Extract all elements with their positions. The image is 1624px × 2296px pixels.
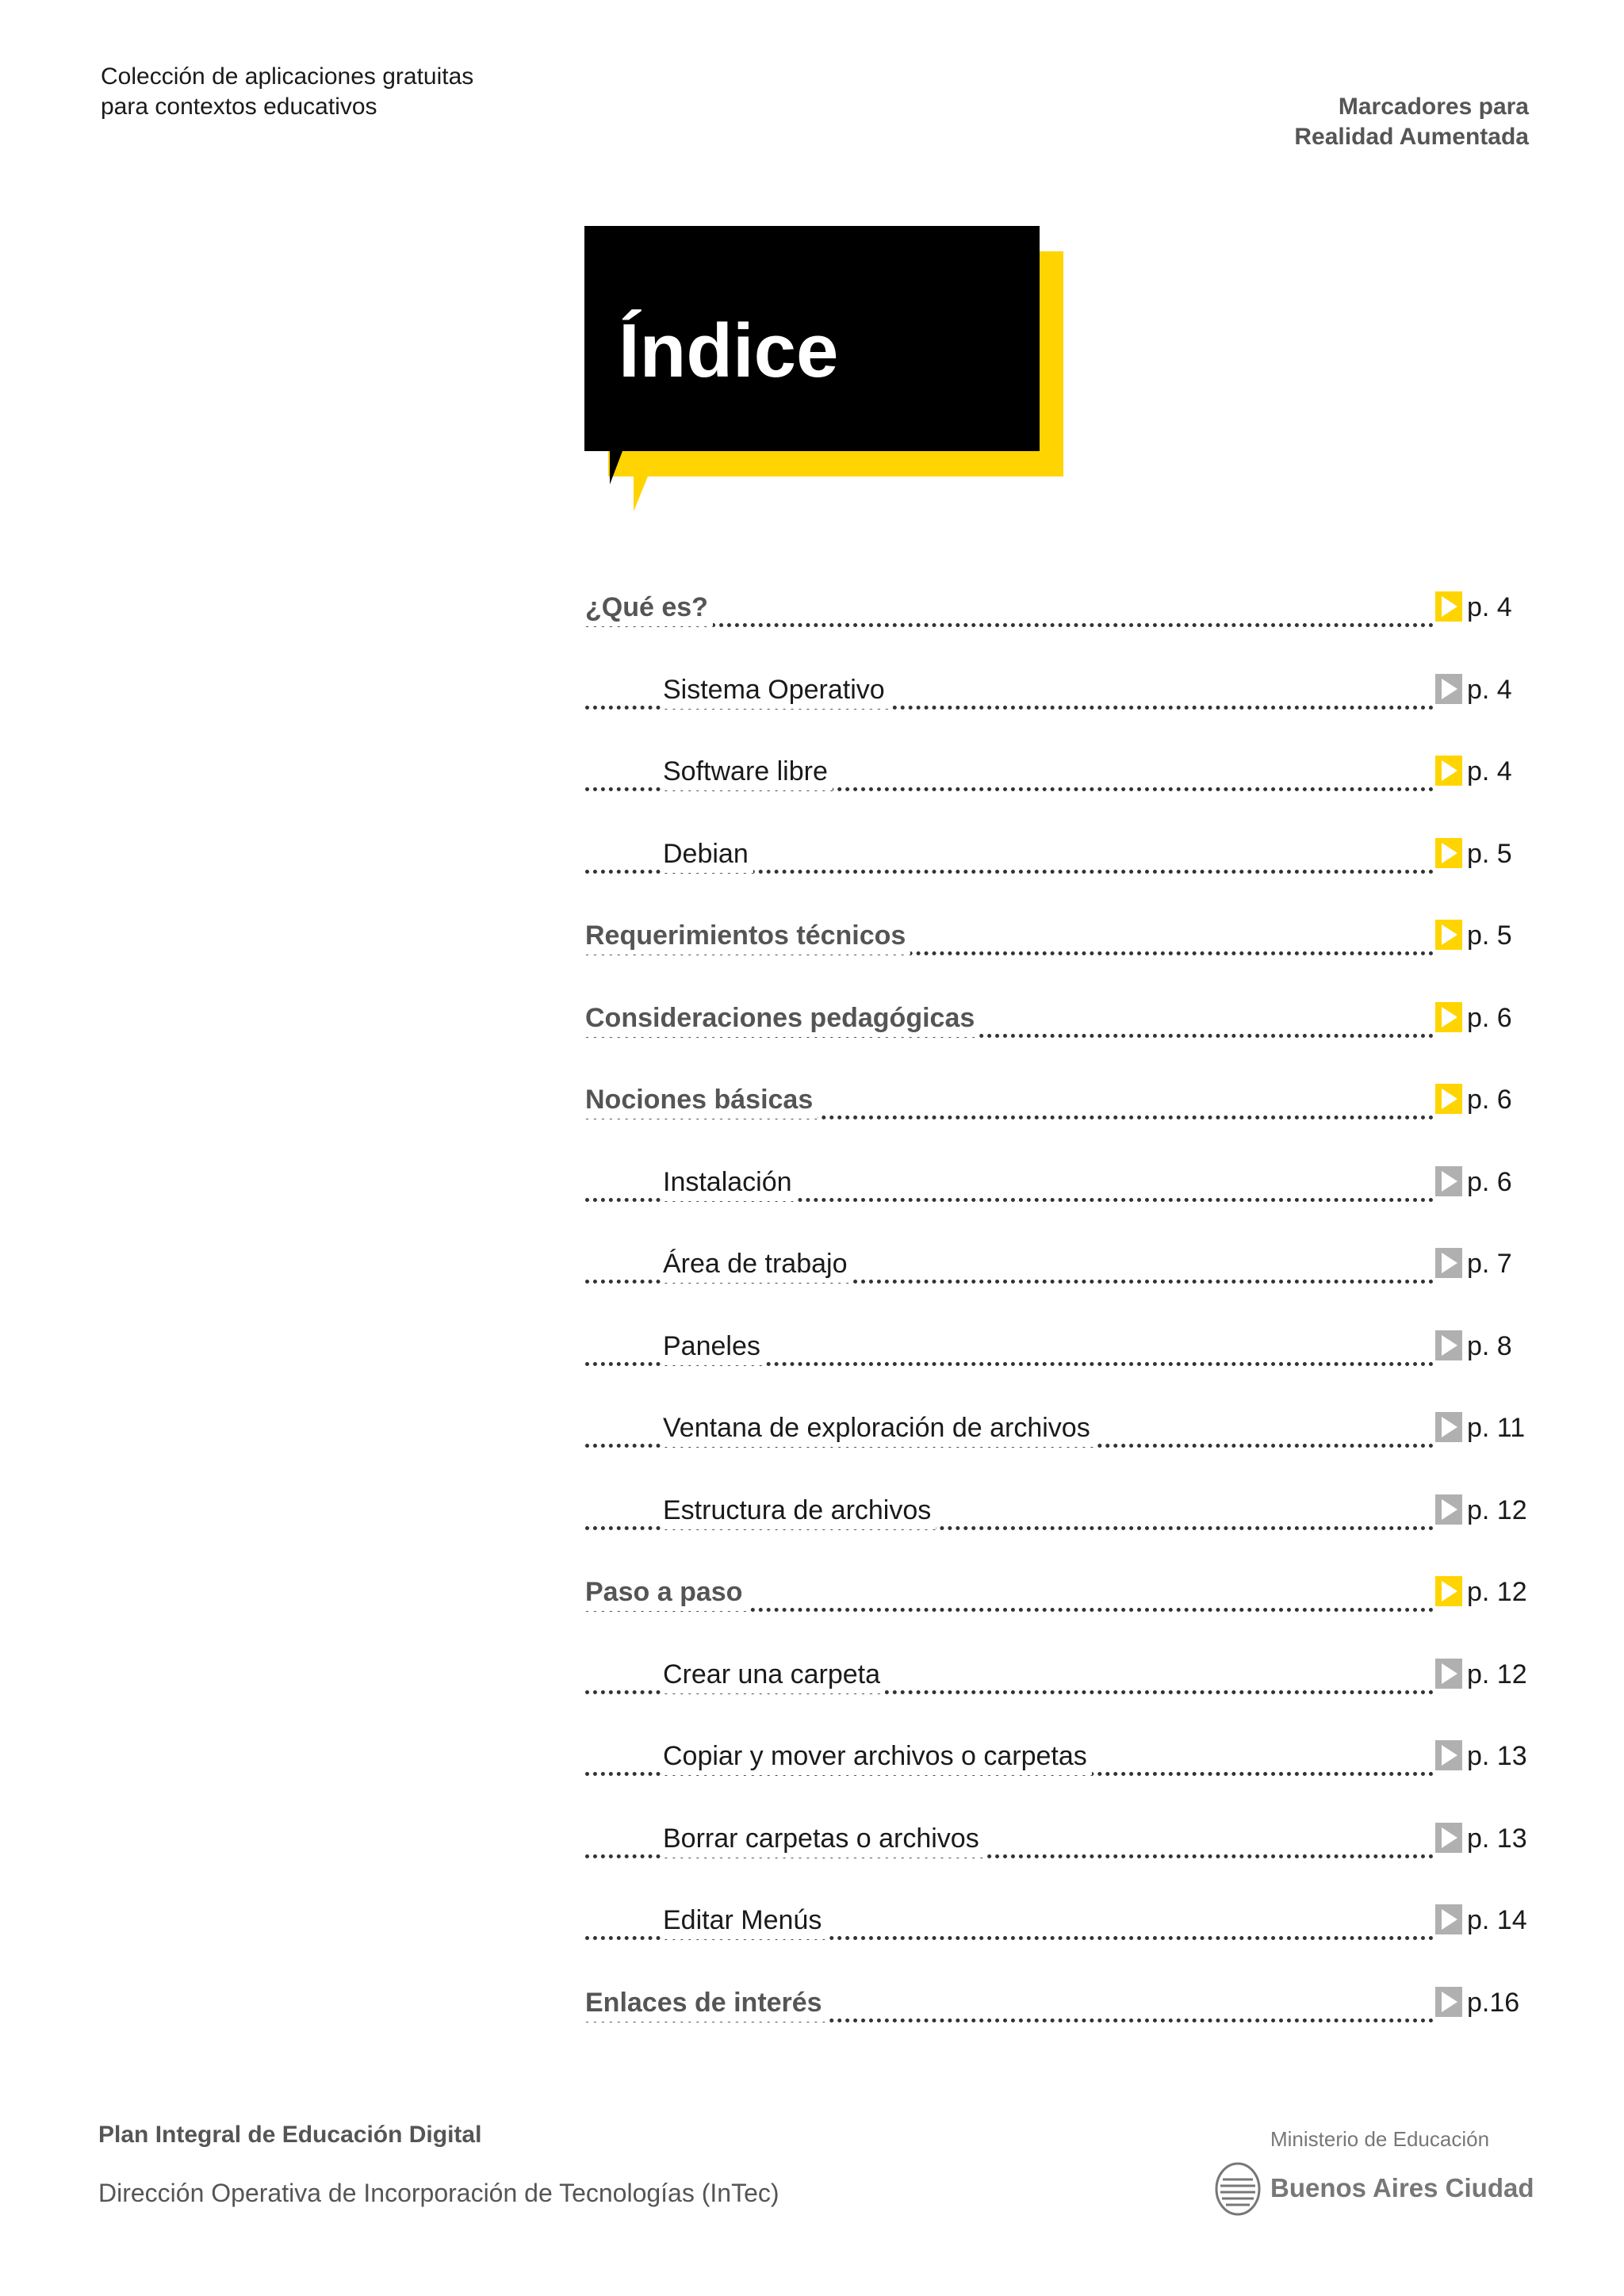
- toc-entry-page: p. 11: [1467, 1413, 1526, 1443]
- toc-entry-page: p. 4: [1467, 592, 1512, 622]
- toc-entry-label: Copiar y mover archivos o carpetas: [663, 1737, 1092, 1775]
- toc-entry-label: Crear una carpeta: [663, 1655, 885, 1693]
- toc-entry-page: p. 4: [1467, 756, 1512, 786]
- toc-entry-label: Ventana de exploración de archivos: [663, 1409, 1095, 1447]
- toc-entry[interactable]: [0, 1737, 1624, 1775]
- page-title: Índice: [619, 308, 839, 393]
- toc-entry-label: Estructura de archivos: [663, 1491, 936, 1529]
- toc-entry-page: p. 4: [1467, 675, 1512, 705]
- toc-entry-label: Instalación: [663, 1163, 797, 1201]
- toc-entry-label: Editar Menús: [663, 1901, 826, 1939]
- footer-city: Buenos Aires Ciudad: [1270, 2173, 1534, 2202]
- toc-entry-page: p. 14: [1467, 1905, 1527, 1935]
- toc-entry-page: p. 13: [1467, 1823, 1527, 1854]
- header-collection-line1: Colección de aplicaciones gratuitas: [101, 63, 474, 90]
- toc-entry-page: p. 5: [1467, 839, 1512, 869]
- footer-direction: Dirección Operativa de Incorporación de Tecnologías (InTec): [98, 2179, 779, 2207]
- toc-entry-page: p. 7: [1467, 1249, 1512, 1279]
- toc-entry[interactable]: [0, 1655, 1624, 1693]
- header-doc-title-line1: Marcadores para: [1338, 94, 1529, 120]
- play-arrow-icon: [1435, 591, 1462, 622]
- toc-entry[interactable]: [0, 752, 1624, 790]
- toc-entry[interactable]: [0, 1901, 1624, 1939]
- toc-entry-label: Enlaces de interés: [585, 1984, 827, 2022]
- play-arrow-icon: [1435, 756, 1462, 786]
- play-arrow-icon: [1435, 1904, 1462, 1934]
- play-arrow-icon: [1435, 1330, 1462, 1360]
- play-arrow-icon: [1435, 1740, 1462, 1770]
- toc-entry-label: Nociones básicas: [585, 1081, 818, 1119]
- toc-entry-page: p. 12: [1467, 1495, 1527, 1525]
- footer-plan: Plan Integral de Educación Digital: [98, 2122, 482, 2148]
- toc-entry[interactable]: [0, 1491, 1624, 1529]
- play-arrow-icon: [1435, 1659, 1462, 1689]
- toc-entry-page: p. 6: [1467, 1085, 1512, 1115]
- toc-entry-label: Requerimientos técnicos: [585, 916, 910, 955]
- toc-entry-page: p. 12: [1467, 1577, 1527, 1607]
- toc-entry[interactable]: [0, 1245, 1624, 1283]
- toc-entry-label: ¿Qué es?: [585, 588, 713, 626]
- toc-entry-page: p. 12: [1467, 1659, 1527, 1689]
- play-arrow-icon: [1435, 1576, 1462, 1606]
- toc-entry[interactable]: [0, 999, 1624, 1037]
- toc-entry-label: Software libre: [663, 752, 833, 790]
- toc-entry[interactable]: [0, 1573, 1624, 1611]
- toc-entry-label: Sistema Operativo: [663, 671, 890, 709]
- header-collection-line2: para contextos educativos: [101, 94, 377, 120]
- toc-entry[interactable]: [0, 1409, 1624, 1447]
- toc-entry[interactable]: [0, 1820, 1624, 1858]
- play-arrow-icon: [1435, 838, 1462, 868]
- play-arrow-icon: [1435, 1823, 1462, 1853]
- play-arrow-icon: [1435, 1166, 1462, 1196]
- play-arrow-icon: [1435, 674, 1462, 704]
- toc-entry[interactable]: [0, 916, 1624, 955]
- toc-entry-label: Borrar carpetas o archivos: [663, 1820, 984, 1858]
- toc-entry-label: Consideraciones pedagógicas: [585, 999, 979, 1037]
- footer-ministry: Ministerio de Educación: [1270, 2127, 1490, 2151]
- toc-entry[interactable]: [0, 671, 1624, 709]
- toc-entry-page: p. 13: [1467, 1741, 1527, 1771]
- toc-entry-label: Paneles: [663, 1327, 765, 1365]
- play-arrow-icon: [1435, 1987, 1462, 2017]
- buenos-aires-logo-icon: [1215, 2162, 1261, 2216]
- toc-entry-label: Debian: [663, 835, 753, 873]
- play-arrow-icon: [1435, 1248, 1462, 1278]
- play-arrow-icon: [1435, 1412, 1462, 1442]
- toc-entry-page: p. 5: [1467, 920, 1512, 951]
- play-arrow-icon: [1435, 1084, 1462, 1114]
- play-arrow-icon: [1435, 920, 1462, 950]
- toc-entry[interactable]: [0, 1984, 1624, 2022]
- toc-entry-label: Área de trabajo: [663, 1245, 852, 1283]
- toc-entry-page: p. 8: [1467, 1331, 1512, 1361]
- header-doc-title-line2: Realidad Aumentada: [1294, 124, 1529, 150]
- toc-entry-page: p. 6: [1467, 1167, 1512, 1197]
- toc-entry[interactable]: [0, 1081, 1624, 1119]
- toc-entry[interactable]: [0, 835, 1624, 873]
- toc-entry[interactable]: [0, 588, 1624, 626]
- play-arrow-icon: [1435, 1002, 1462, 1032]
- toc-entry-page: p.16: [1467, 1988, 1520, 2018]
- toc-entry-label: Paso a paso: [585, 1573, 747, 1611]
- toc-entry-page: p. 6: [1467, 1003, 1512, 1033]
- toc-entry[interactable]: [0, 1327, 1624, 1365]
- play-arrow-icon: [1435, 1494, 1462, 1525]
- toc-entry[interactable]: [0, 1163, 1624, 1201]
